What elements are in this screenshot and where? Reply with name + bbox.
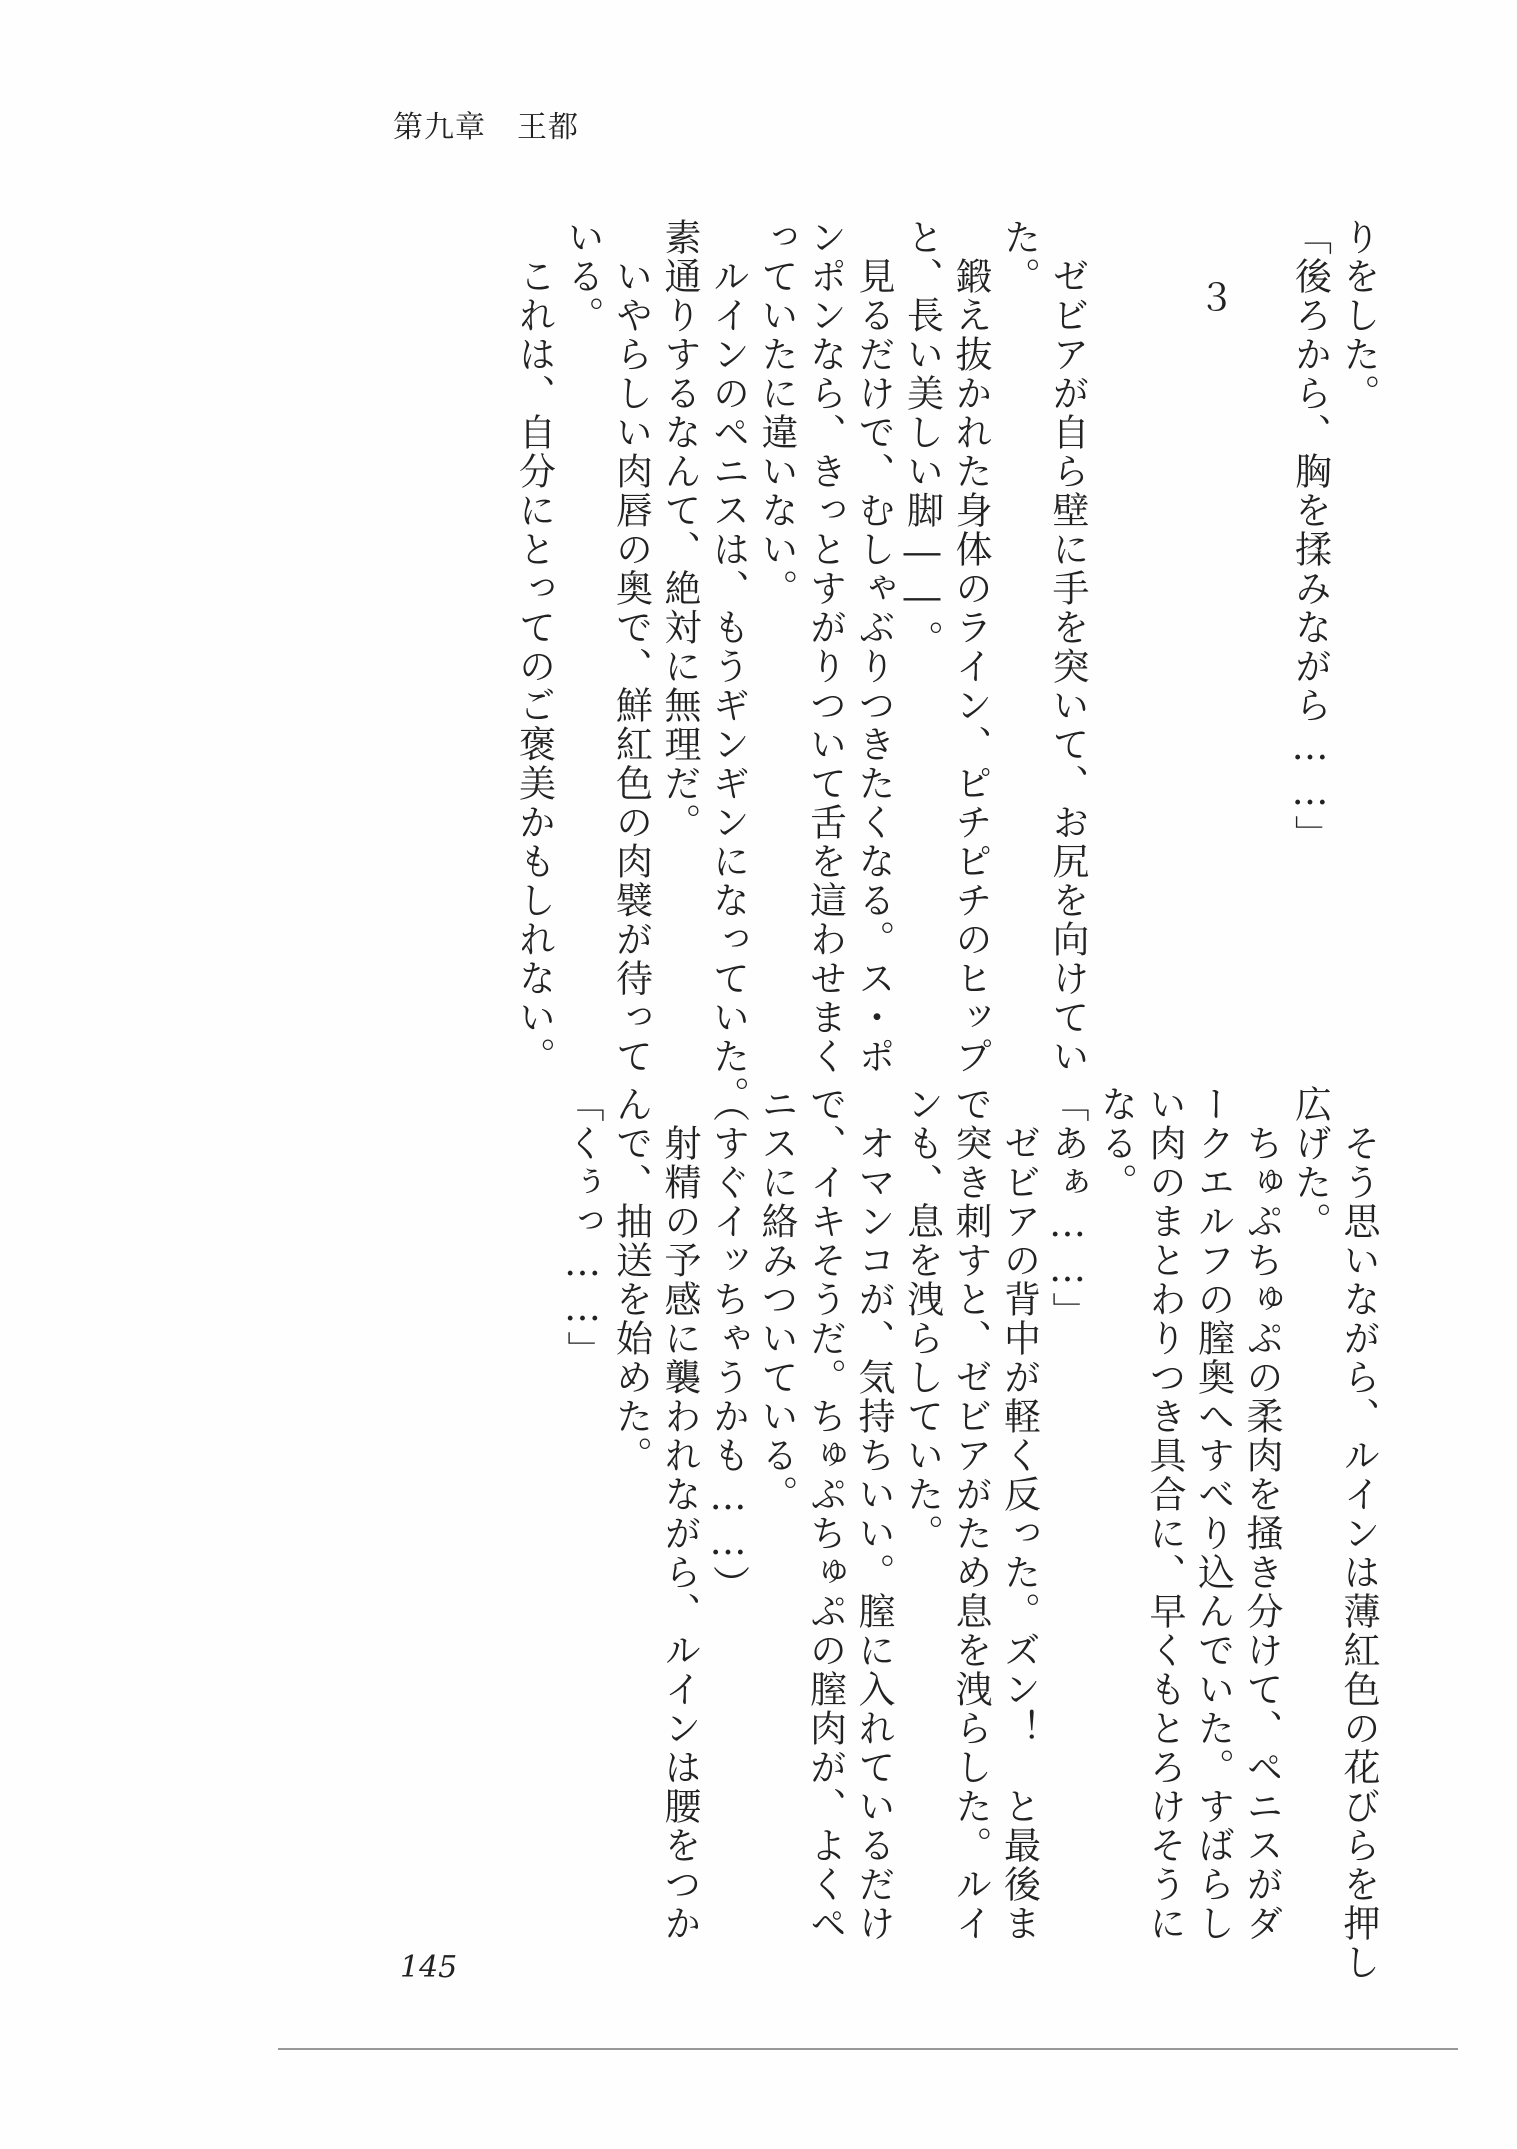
text-column: ゼビアの背中が軽く反った。ズン！ と最後ま	[997, 1085, 1041, 1943]
text-column: ンポンなら、きっとすがりついて舌を這わせまく	[803, 218, 847, 1076]
text-column: ンも、息を洩らしていた。	[900, 1085, 944, 1553]
blank-column	[1091, 218, 1140, 1038]
text-column: いる。	[561, 218, 604, 335]
text-column: んで、抽送を始めた。	[609, 1085, 653, 1475]
text-column: これは、自分にとってのご褒美かもしれない。	[512, 218, 556, 1076]
text-column: ちゅぷちゅぷの柔肉を掻き分けて、ペニスがダ	[1240, 1085, 1283, 1943]
text-column: い肉のまとわりつき具合に、早くもとろけそうに	[1143, 1085, 1186, 1943]
text-column: 「くぅっ……」	[561, 1085, 604, 1370]
text-column: なる。	[1094, 1085, 1138, 1202]
text-column: 広げた。	[1288, 1085, 1332, 1241]
running-head: 第九章 王都	[393, 110, 579, 145]
text-column: ルインのペニスは、もうギンギンになっていた。	[706, 218, 750, 1115]
text-column: （すぐイッちゃうかも……）	[706, 1085, 750, 1604]
text-column: 射精の予感に襲われながら、ルインは腰をつか	[658, 1085, 701, 1943]
text-column: で、イキそうだ。ちゅぷちゅぷの膣肉が、よくペ	[803, 1085, 847, 1943]
text-column: で突き刺すと、ゼビアがため息を洩らした。ルイ	[949, 1085, 992, 1943]
text-column: 「後ろから、胸を揉みながら……」	[1288, 218, 1332, 854]
upper-text-block	[382, 218, 1382, 1115]
text-column: オマンコが、気持ちいい。膣に入れているだけ	[852, 1085, 895, 1943]
text-column: 「あぁ……」	[1046, 1085, 1089, 1331]
blank-column	[1237, 218, 1286, 1038]
text-column: いやらしい肉唇の奥で、鮮紅色の肉襞が待って	[609, 218, 653, 1076]
section-number: ３	[1191, 278, 1235, 317]
text-column: そう思いながら、ルインは薄紅色の花びらを押し	[1337, 1085, 1380, 1982]
page-number: 145	[400, 1950, 458, 1985]
scan-edge-line	[278, 2048, 1458, 2050]
text-column: ニスに絡みついている。	[755, 1085, 798, 1514]
text-column: りをした。	[1337, 218, 1380, 413]
text-column: 鍛え抜かれた身体のライン、ピチピチのヒップ	[949, 218, 992, 1076]
text-column: ゼビアが自ら壁に手を突いて、お尻を向けてい	[1046, 218, 1089, 1076]
text-column: っていたに違いない。	[755, 218, 798, 608]
text-column: 素通りするなんて、絶対に無理だ。	[658, 218, 701, 842]
text-column: と、長い美しい脚――。	[900, 218, 944, 659]
text-column: 見るだけで、むしゃぶりつきたくなる。ス・ポ	[852, 218, 895, 1076]
text-column: た。	[997, 218, 1041, 296]
text-column: ークエルフの膣奥へすべり込んでいた。すばらし	[1191, 1085, 1235, 1943]
